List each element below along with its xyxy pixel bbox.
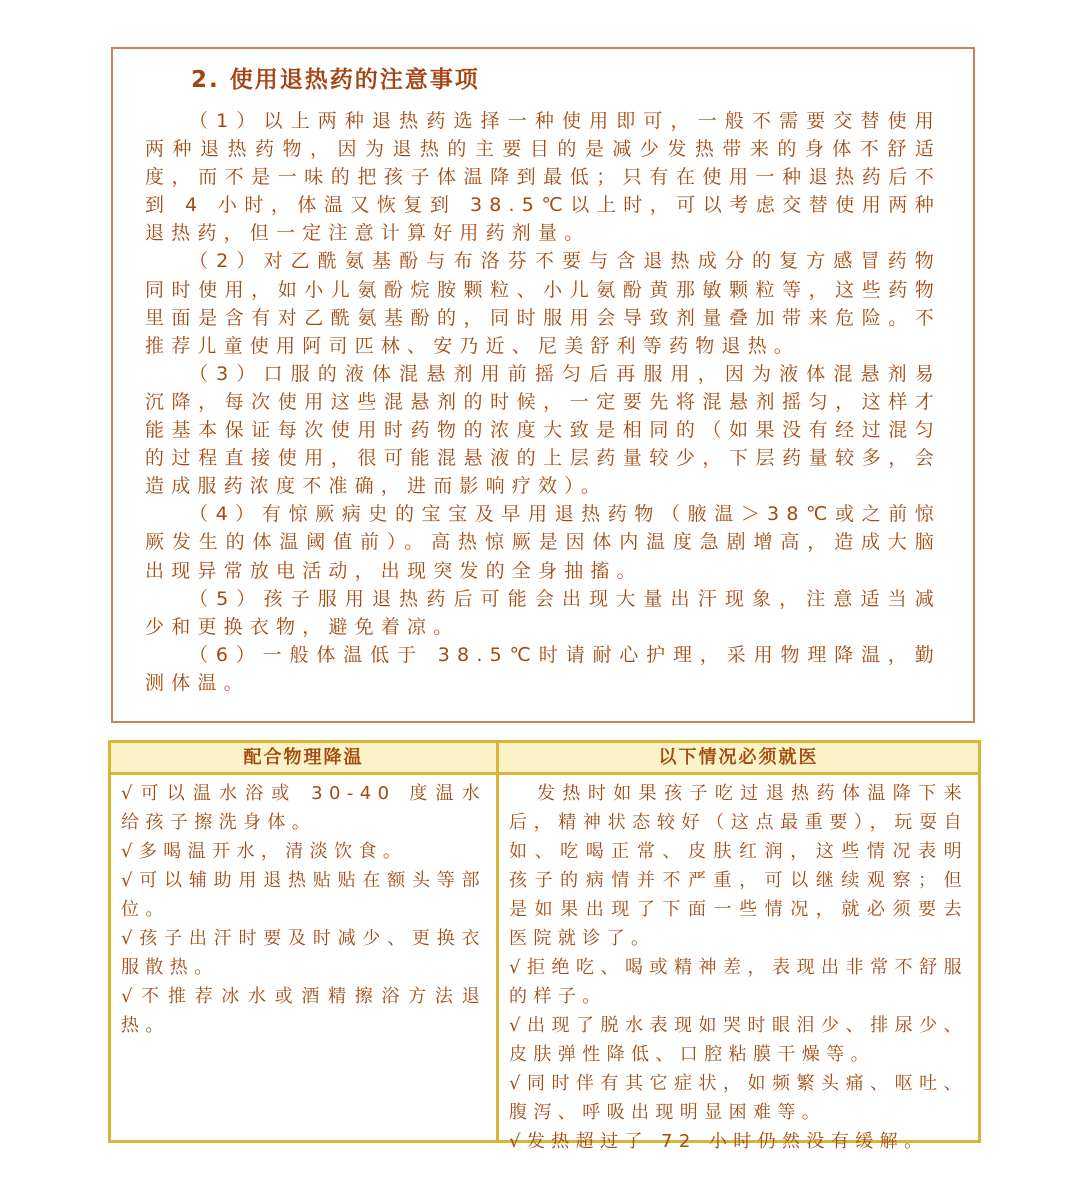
see-doctor-column: [499, 743, 978, 1152]
precaution-4: （4）有惊厥病史的宝宝及早用退热药物（腋温＞38℃或之前惊厥发生的体温阈值前）。高热惊厥是因体内温度急剧增高，造成大脑出现异常放电活动，出现突发的全身抽搐。: [145, 503, 941, 582]
precaution-6: （6）一般体温低于 38.5℃时请耐心护理，采用物理降温，勤测体温。: [145, 643, 941, 694]
precaution-3: （3）口服的液体混悬剂用前摇匀后再服用，因为液体混悬剂易沉降，每次使用这些混悬剂的时候，一定要先将混悬剂摇匀，这样才能基本保证每次使用时药物的浓度大致是相同的（如果没有经过混匀的过程直接使用，很可能混悬液的上层药量较少，下层药量较多，会造成服药浓度不准确，进而影响疗效）。: [145, 362, 941, 498]
precautions-panel: [111, 47, 975, 723]
see-doctor-condition-4: √发热超过了 72 小时仍然没有缓解。: [509, 1131, 929, 1152]
cooling-tip-3: √可以辅助用退热贴贴在额头等部位。: [121, 870, 486, 920]
advice-table: [108, 740, 981, 1152]
cooling-tip-5: √不推荐冰水或酒精擦浴方法退热。: [121, 986, 486, 1036]
see-doctor-condition-3: √同时伴有其它症状，如频繁头痛、呕吐、腹泻、呼吸出现明显困难等。: [509, 1073, 968, 1123]
physical-cooling-column: [111, 743, 499, 1140]
see-doctor-condition-1: √拒绝吃、喝或精神差，表现出非常不舒服的样子。: [509, 957, 968, 1007]
physical-cooling-list: [111, 775, 496, 1040]
see-doctor-list: [499, 775, 978, 1156]
see-doctor-intro: 发热时如果孩子吃过退热药体温降下来后，精神状态较好（这点最重要），玩耍自如、吃喝正常、皮肤红润，这些情况表明孩子的病情并不严重，可以继续观察；但是如果出现了下面一些情况，就必须要去医院就诊了。: [509, 783, 968, 949]
see-doctor-header: 以下情况必须就医: [499, 743, 978, 775]
cooling-tip-1: √可以温水浴或 30-40 度温水给孩子擦洗身体。: [121, 783, 486, 833]
cooling-tip-2: √多喝温开水，清淡饮食。: [121, 841, 408, 862]
precaution-5: （5）孩子服用退热药后可能会出现大量出汗现象，注意适当减少和更换衣物，避免着凉。: [145, 587, 941, 638]
precautions-list: [145, 107, 941, 697]
precaution-1: （1）以上两种退热药选择一种使用即可，一般不需要交替使用两种退热药物，因为退热的主要目的是减少发热带来的身体不舒适度，而不是一味的把孩子体温降到最低；只有在使用一种退热药后不到 4 小时，体温又恢复到 38.5℃以上时，可以考虑交替使用两种退热药，但一定注意计算好用药剂量。: [145, 110, 941, 245]
precaution-2: （2）对乙酰氨基酚与布洛芬不要与含退热成分的复方感冒药物同时使用，如小儿氨酚烷胺颗粒、小儿氨酚黄那敏颗粒等，这些药物里面是含有对乙酰氨基酚的，同时服用会导致剂量叠加带来危险。不推荐儿童使用阿司匹林、安乃近、尼美舒利等药物退热。: [145, 250, 941, 357]
cooling-tip-4: √孩子出汗时要及时减少、更换衣服散热。: [121, 928, 486, 978]
see-doctor-condition-2: √出现了脱水表现如哭时眼泪少、排尿少、皮肤弹性降低、口腔粘膜干燥等。: [509, 1015, 968, 1065]
physical-cooling-header: 配合物理降温: [111, 743, 496, 775]
section-title: 2. 使用退热药的注意事项: [191, 67, 480, 93]
